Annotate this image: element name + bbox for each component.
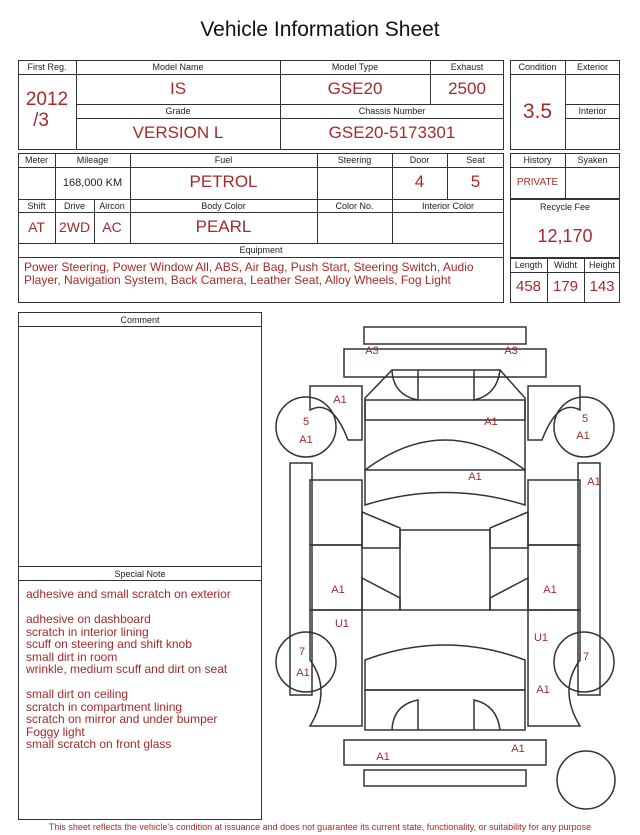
interior-label: Interior: [578, 106, 607, 116]
right-front-window: [490, 512, 528, 548]
special-note-item: scratch on mirror and under bumper: [26, 712, 218, 726]
special-note-item: adhesive on dashboard: [26, 612, 151, 626]
steering-label: Steering: [337, 155, 372, 165]
left-side-sill: [290, 463, 312, 695]
length-label: Length: [514, 260, 543, 270]
special-note-item: scuff on steering and shift knob: [26, 637, 192, 651]
special-note-item: small dirt in room: [26, 649, 118, 664]
trunk-lid: [365, 690, 525, 730]
exterior-label: Exterior: [576, 62, 608, 72]
first-reg-year: 2012: [25, 89, 69, 110]
damage-mark-right-rear-panel: U1: [533, 632, 549, 644]
interior-color-label: Interior Color: [421, 201, 475, 211]
damage-mark-bonnet: A1: [484, 416, 498, 428]
left-front-door: [310, 480, 362, 545]
mileage-value: 168,000 KM: [62, 177, 123, 189]
fuel-value: PETROL: [189, 172, 258, 191]
right-headlight: [474, 370, 500, 400]
syaken-label: Syaken: [577, 155, 608, 165]
damage-mark-front-left-tyre: 5: [302, 416, 310, 428]
left-headlight: [392, 370, 418, 400]
rear-bumper-bottom: [364, 770, 526, 786]
comment-label: Comment: [120, 315, 160, 325]
model-name-value: IS: [169, 79, 187, 98]
seat-value: 5: [470, 172, 481, 191]
chassis-number-value: GSE20-5173301: [328, 123, 456, 142]
grade-label: Grade: [165, 106, 191, 116]
first-reg-month: /3: [33, 110, 49, 131]
damage-mark-rear-right-quarter: A1: [536, 684, 550, 696]
grade-value: VERSION L: [132, 123, 224, 142]
damage-mark-right-mirror: A1: [587, 476, 601, 488]
damage-mark-front-right-tyre: 5: [581, 413, 589, 425]
sheet-title: Vehicle Information Sheet: [200, 18, 440, 41]
equipment-line: Power Steering, Power Window All, ABS, Air Bag, Push Start, Steering Switch, Audio: [24, 260, 474, 274]
damage-mark-rear-right-tyre: 7: [582, 651, 590, 663]
width-label: Widht: [553, 260, 577, 270]
damage-mark-left-rear-panel: U1: [334, 618, 350, 630]
body-color-label: Body Color: [201, 201, 246, 211]
aircon-label: Aircon: [99, 201, 125, 211]
aircon-value: AC: [102, 219, 122, 235]
rear-window: [365, 645, 525, 690]
model-type-label: Model Type: [331, 62, 379, 72]
first-reg-label: First Reg.: [27, 62, 67, 72]
spare-wheel-circle: [557, 751, 615, 809]
special-note-item: wrinkle, medium scuff and dirt on seat: [26, 662, 228, 676]
seat-label: Seat: [466, 155, 485, 165]
door-value: 4: [414, 172, 425, 191]
exhaust-label: Exhaust: [450, 62, 484, 72]
model-name-label: Model Name: [152, 62, 204, 72]
special-note-item: small scratch on front glass: [26, 737, 172, 751]
equipment-label: Equipment: [239, 245, 283, 255]
special-note-item: Foggy light: [26, 724, 85, 739]
exhaust-value: 2500: [448, 79, 486, 98]
drive-value: 2WD: [58, 219, 91, 235]
damage-mark-right-rear-door: A1: [543, 584, 557, 596]
door-label: Door: [409, 155, 430, 165]
rear-left-wheel-circle: [276, 632, 336, 692]
recycle-fee-value: 12,170: [537, 226, 593, 246]
damage-mark-front-bumper-left: A3: [365, 345, 379, 357]
left-rear-door: [310, 545, 362, 610]
model-type-value: GSE20: [327, 79, 383, 98]
damage-mark-rear-bumper-right: A1: [511, 743, 525, 755]
shift-label: Shift: [27, 201, 46, 211]
width-value: 179: [552, 278, 579, 295]
color-no-label: Color No.: [335, 201, 374, 211]
body-color-value: PEARL: [195, 217, 252, 236]
roof-panel: [400, 530, 490, 610]
recycle-fee-label: Recycle Fee: [539, 202, 591, 212]
right-tail-light: [474, 700, 500, 730]
damage-mark-rear-left-wheel: A1: [296, 667, 310, 679]
front-right-wheel-circle: [554, 397, 614, 457]
drive-label: Drive: [63, 201, 85, 211]
front-bumper-top: [364, 327, 526, 344]
right-rear-door: [528, 545, 580, 610]
condition-label: Condition: [518, 62, 557, 72]
history-value: PRIVATE: [516, 177, 559, 188]
height-label: Height: [588, 260, 615, 270]
disclaimer-footer: This sheet reflects the vehicle's condition at issuance and does not guarantee its current state, functionality, or suitability for any purpose: [48, 822, 592, 832]
damage-mark-windshield: A1: [468, 471, 482, 483]
length-value: 458: [515, 278, 542, 295]
mileage-label: Mileage: [76, 155, 109, 165]
equipment-line: Player, Navigation System, Back Camera, Leather Seat, Alloy Wheels, Fog Light: [24, 272, 451, 287]
special-note-item: scratch in interior lining: [26, 624, 149, 639]
condition-value: 3.5: [522, 100, 553, 123]
special-note-item: scratch in compartment lining: [26, 699, 183, 714]
left-tail-light: [392, 700, 418, 730]
damage-mark-front-left-fender: A1: [333, 394, 347, 406]
shift-value: AT: [28, 219, 45, 235]
right-rear-window: [490, 578, 528, 610]
damage-mark-front-bumper-right: A3: [504, 345, 518, 357]
bonnet-panel: [365, 400, 525, 470]
height-value: 143: [589, 278, 615, 295]
history-label: History: [523, 155, 552, 165]
damage-mark-rear-left-tyre: 7: [298, 646, 306, 658]
left-front-window: [362, 512, 400, 548]
special-note-item: small dirt on ceiling: [26, 687, 129, 701]
left-rear-window: [362, 578, 400, 610]
windshield: [365, 440, 525, 505]
damage-mark-rear-bumper-left: A1: [376, 751, 390, 763]
meter-label: Meter: [24, 155, 48, 165]
special-note-item: adhesive and small scratch on exterior: [26, 587, 231, 601]
damage-mark-left-rear-door: A1: [331, 584, 345, 596]
right-front-door: [528, 480, 580, 545]
fuel-label: Fuel: [214, 155, 233, 165]
chassis-number-label: Chassis Number: [358, 106, 426, 116]
damage-mark-front-right-wheel: A1: [576, 430, 590, 442]
special-note-label: Special Note: [114, 569, 166, 579]
damage-mark-front-left-wheel: A1: [299, 434, 313, 446]
